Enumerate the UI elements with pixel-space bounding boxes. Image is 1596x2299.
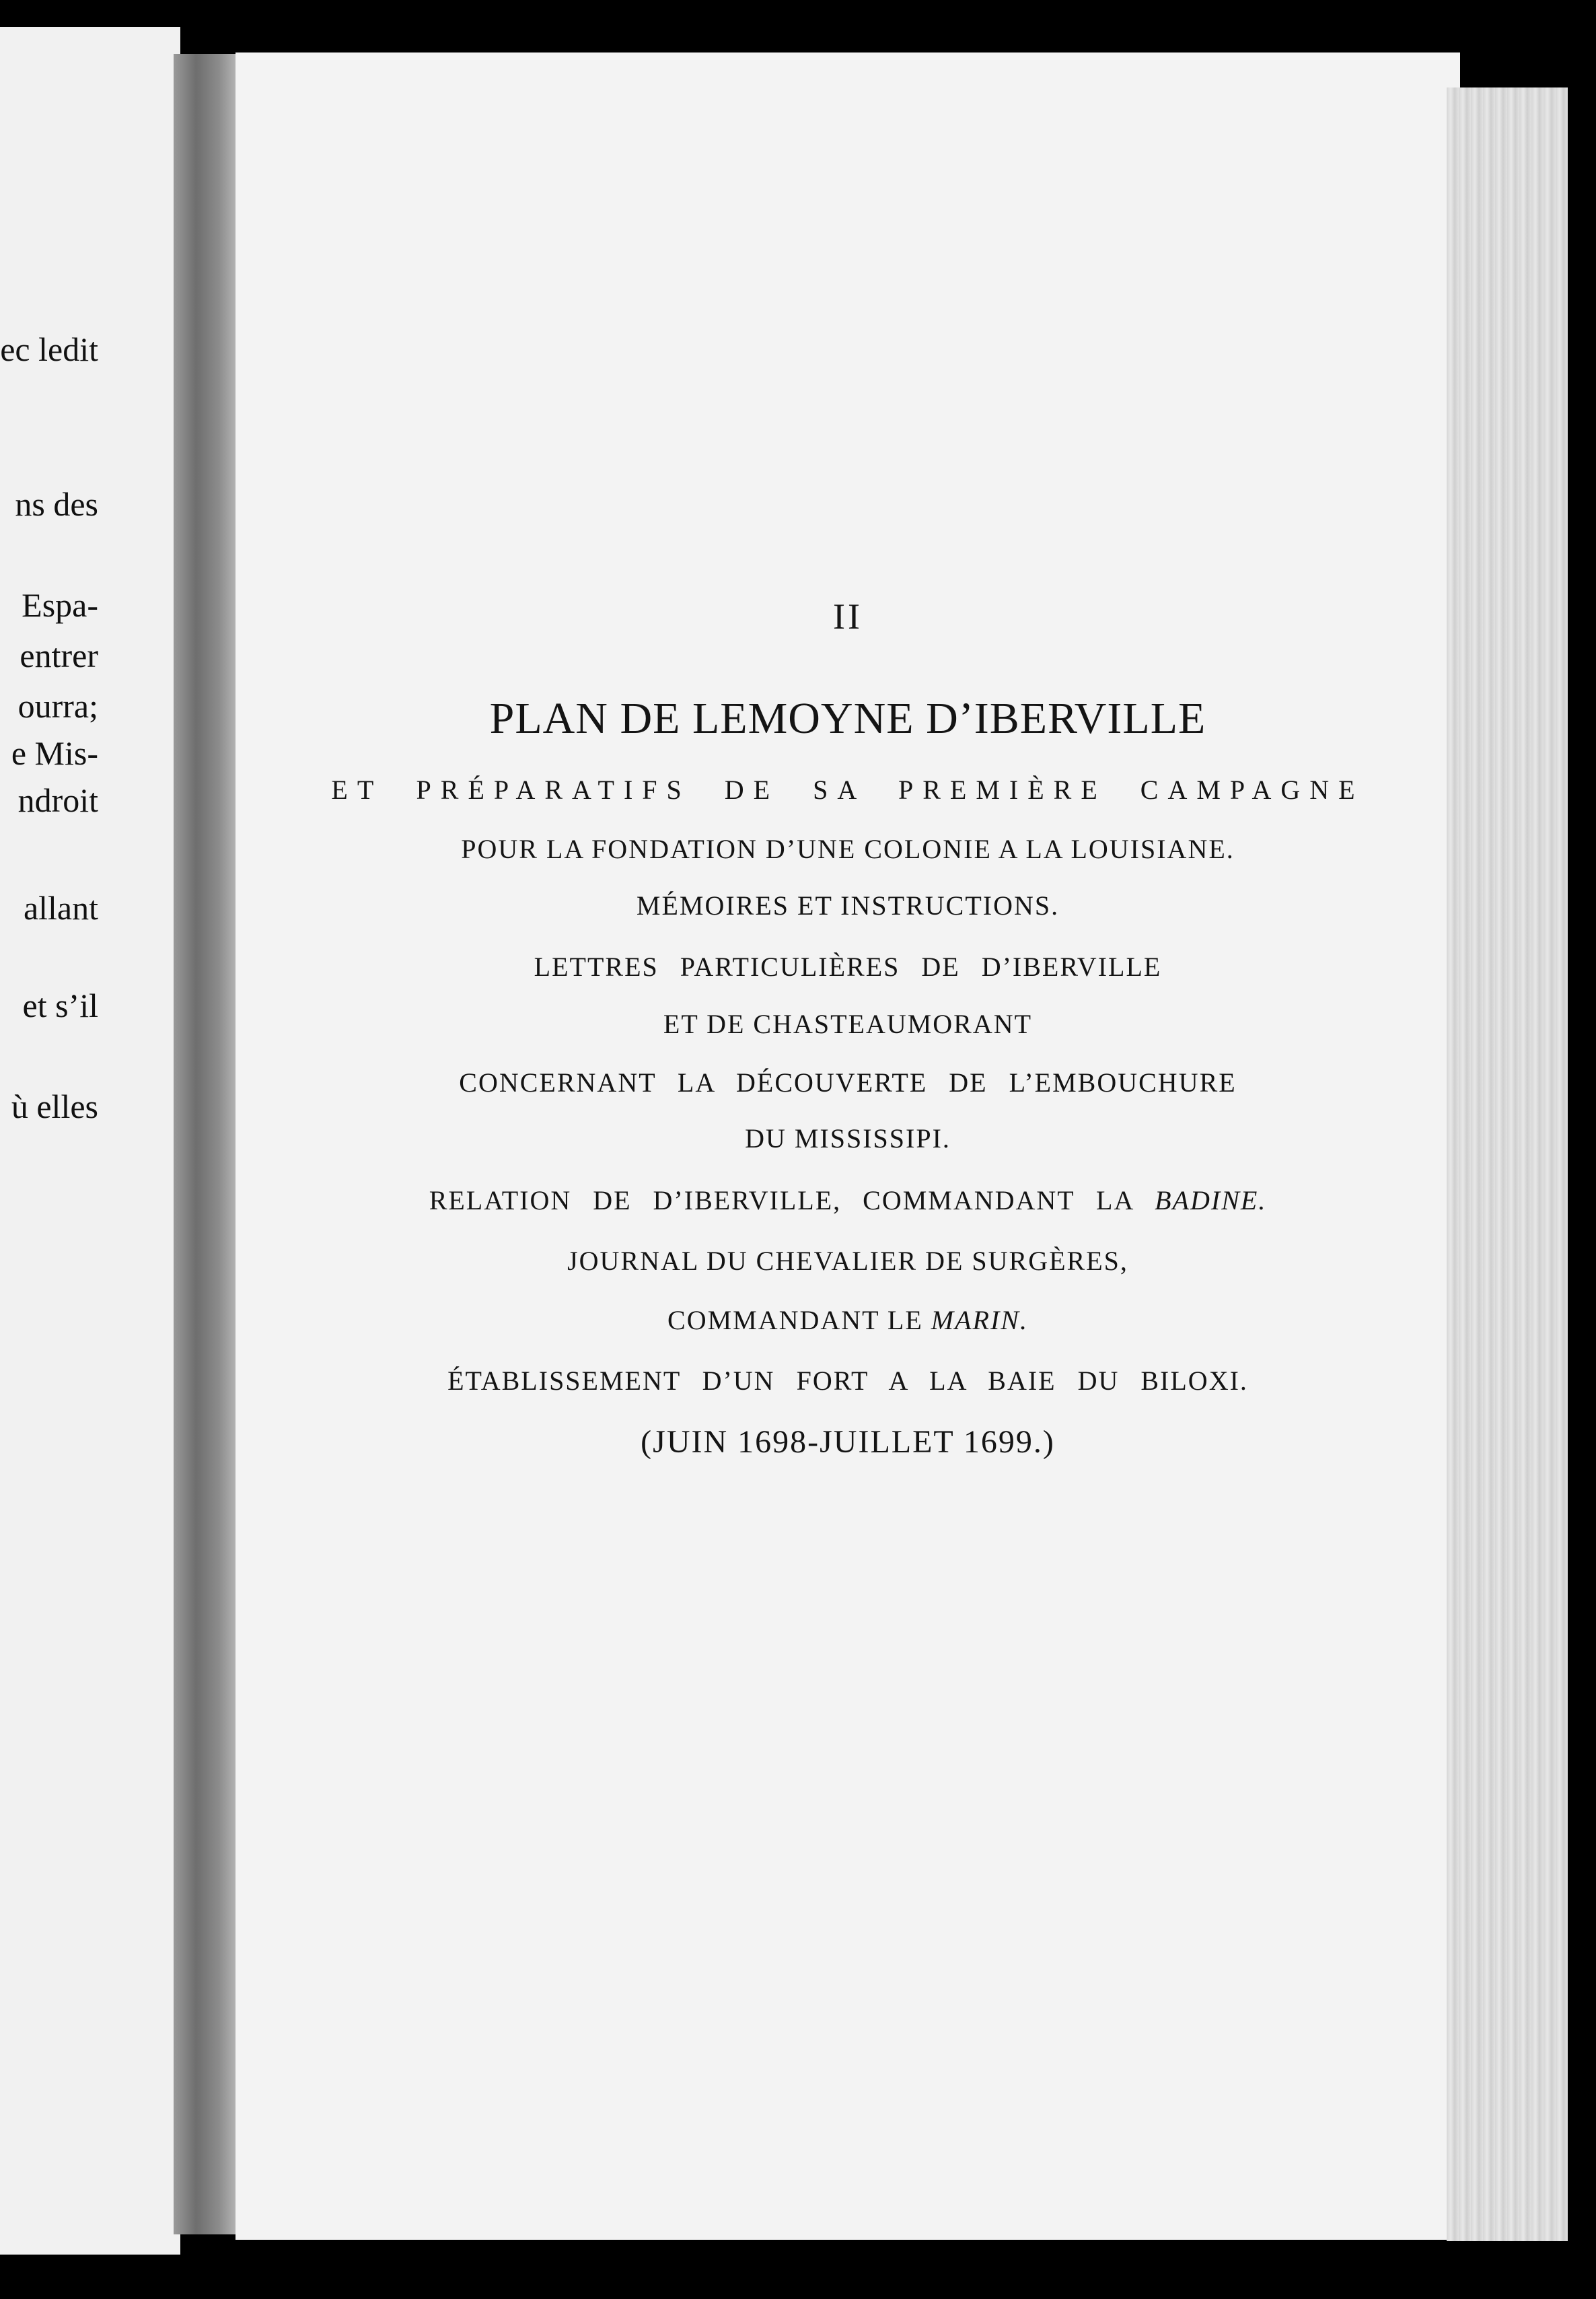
left-page-line: et s’il (22, 987, 98, 1024)
commandant-line (235, 1304, 1460, 1336)
left-page-line: Espa- (22, 586, 98, 624)
section-number: II (833, 596, 863, 637)
subtitle-line: DU MISSISSIPI. (745, 1123, 951, 1154)
subtitle-line: LETTRES PARTICULIÈRES DE D’IBERVILLE (534, 952, 1162, 982)
ship-name-marin: MARIN. (931, 1305, 1028, 1335)
relation-text: RELATION DE D’IBERVILLE, COMMANDANT LA (429, 1185, 1134, 1215)
journal-line: JOURNAL DU CHEVALIER DE SURGÈRES, (567, 1246, 1128, 1276)
left-page-line: entrer (20, 637, 98, 674)
left-page-line: ù elles (11, 1088, 98, 1125)
subtitle-line: POUR LA FONDATION D’UNE COLONIE A LA LOUISIANE. (461, 834, 1235, 864)
left-page-line: allant (23, 889, 98, 927)
left-page-line: ourra; (17, 687, 98, 725)
relation-line (235, 1184, 1460, 1216)
etablissement-line: ÉTABLISSEMENT D’UN FORT A LA BAIE DU BILOXI. (447, 1366, 1248, 1396)
commandant-text: COMMANDANT LE (667, 1305, 923, 1335)
left-page (0, 27, 180, 2255)
date-range: (JUIN 1698-JUILLET 1699.) (641, 1424, 1055, 1460)
subtitle-line: CONCERNANT LA DÉCOUVERTE DE L’EMBOUCHURE (459, 1067, 1237, 1098)
left-page-line: ec ledit (0, 330, 98, 368)
left-page-line: ns des (15, 485, 98, 523)
left-page-line: ndroit (17, 781, 98, 819)
subtitle-line: ET DE CHASTEAUMORANT (663, 1009, 1033, 1039)
page-title: PLAN DE LEMOYNE D’IBERVILLE (489, 694, 1206, 743)
subtitle-line: ET PRÉPARATIFS DE SA PREMIÈRE CAMPAGNE (331, 775, 1365, 805)
book-gutter (174, 54, 238, 2234)
subtitle-line: MÉMOIRES ET INSTRUCTIONS. (636, 890, 1060, 921)
page-edges (1447, 87, 1568, 2241)
left-page-line: e Mis- (11, 734, 98, 772)
ship-name-badine: BADINE. (1155, 1185, 1267, 1215)
